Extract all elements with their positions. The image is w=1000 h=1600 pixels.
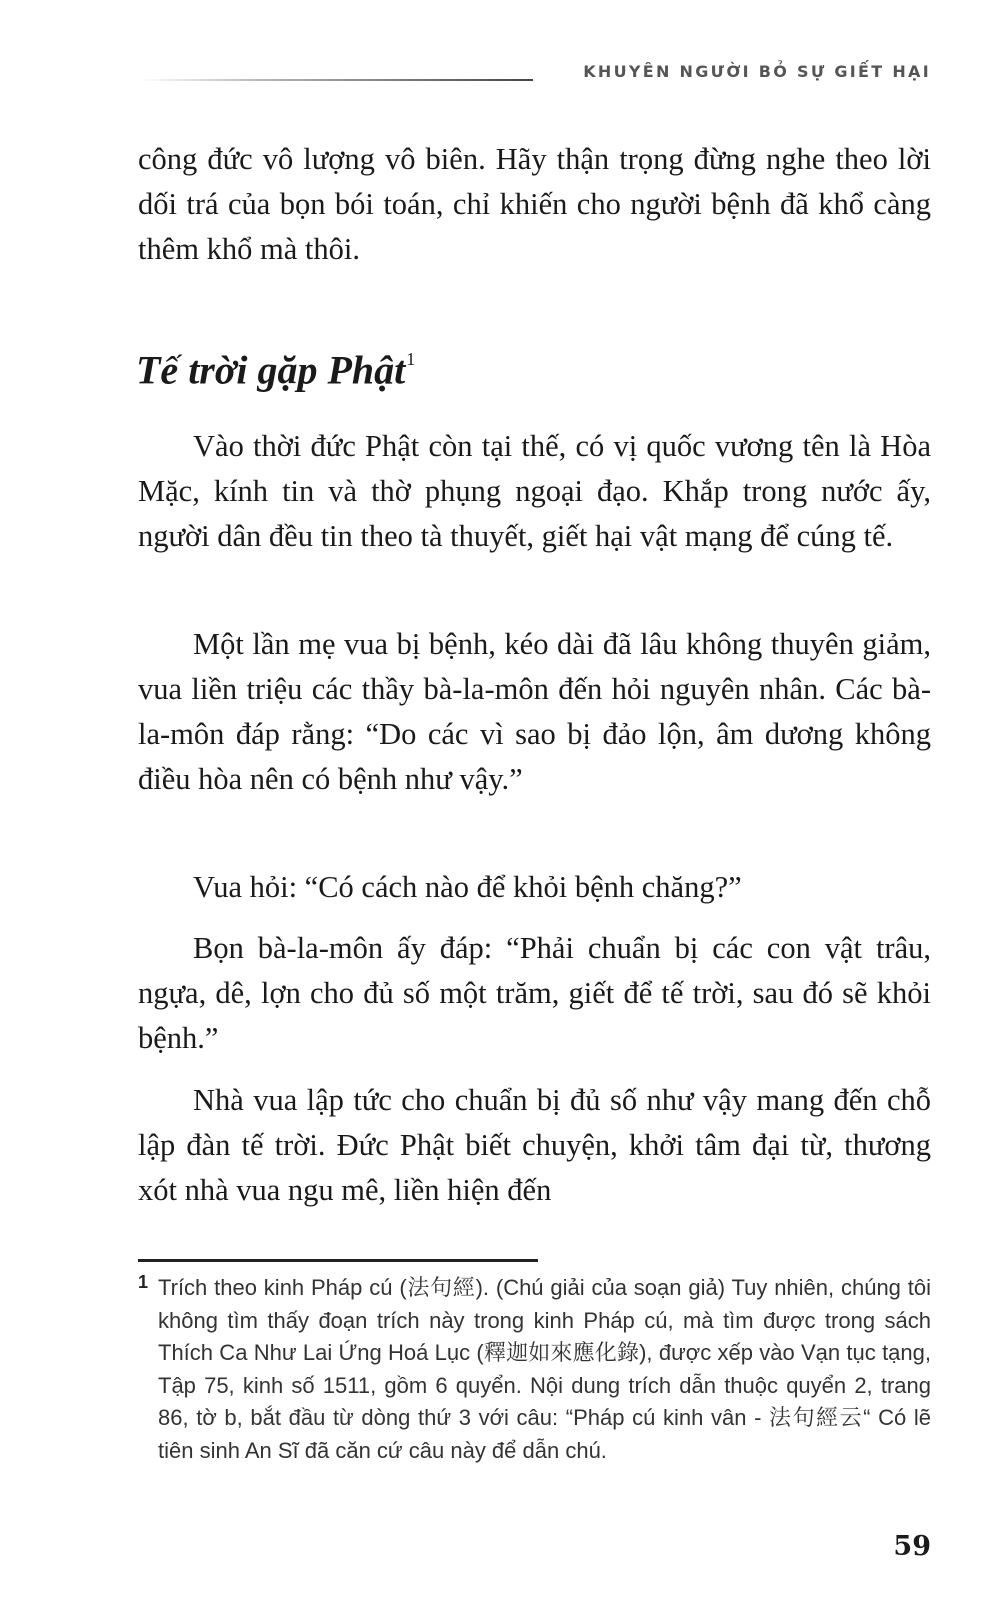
body-paragraph: Vào thời đức Phật còn tại thế, có vị quốc vương tên là Hòa Mặc, kính tin và thờ phụng ngoại đạo. Khắp trong nước ấy, người dân đều tin theo tà thuyết, giết hại vật mạng để cúng tế. (138, 429, 931, 553)
body-paragraph: Bọn bà-la-môn ấy đáp: “Phải chuẩn bị các con vật trâu, ngựa, dê, lợn cho đủ số một trăm, giết để tế trời, sau đó sẽ khỏi bệnh.” (138, 931, 931, 1055)
running-header (138, 58, 931, 88)
body-paragraph: Nhà vua lập tức cho chuẩn bị đủ số như vậy mang đến chỗ lập đàn tế trời. Đức Phật biết chuyện, khởi tâm đại từ, thương xót nhà vua ngu mê, liền hiện đến (138, 1083, 931, 1207)
footnote-text: Trích theo kinh Pháp cú (法句經). (Chú giải của soạn giả) Tuy nhiên, chúng tôi không tìm thấy đoạn trích này trong kinh Pháp cú, mà tìm được trong sách Thích Ca Như Lai Ứng Hoá Lục (釋迦如來應化錄), được xếp vào Vạn tục tạng, Tập 75, kinh số 1511, gồm 6 quyển. Nội dung trích dẫn thuộc quyển 2, trang 86, tờ b, bắt đầu từ dòng thứ 3 với câu: “Pháp cú kinh vân - 法句經云“ Có lẽ tiên sinh An Sĩ đã căn cứ câu này để dẫn chú. (158, 1275, 931, 1463)
section-heading-text: Tế trời gặp Phật (136, 347, 406, 393)
footnote-divider (138, 1259, 538, 1262)
footnote (138, 1272, 931, 1467)
header-rule (138, 79, 533, 81)
running-title: KHUYÊN NGƯỜI BỎ SỰ GIẾT HẠI (583, 62, 931, 81)
body-paragraph: Một lần mẹ vua bị bệnh, kéo dài đã lâu không thuyên giảm, vua liền triệu các thầy bà-la-môn đến hỏi nguyên nhân. Các bà-la-môn đáp rằng: “Do các vì sao bị đảo lộn, âm dương không điều hòa nên có bệnh như vậy.” (138, 627, 931, 796)
footnote-reference: 1 (406, 349, 416, 369)
page-number: 59 (893, 1531, 931, 1562)
footnote-marker: 1 (138, 1272, 149, 1292)
section-heading (136, 338, 415, 395)
opening-paragraph: công đức vô lượng vô biên. Hãy thận trọng đừng nghe theo lời dối trá của bọn bói toán, chỉ khiến cho người bệnh đã khổ càng thêm khổ mà thôi. (138, 142, 931, 266)
body-paragraph: Vua hỏi: “Có cách nào để khỏi bệnh chăng?” (193, 870, 742, 904)
